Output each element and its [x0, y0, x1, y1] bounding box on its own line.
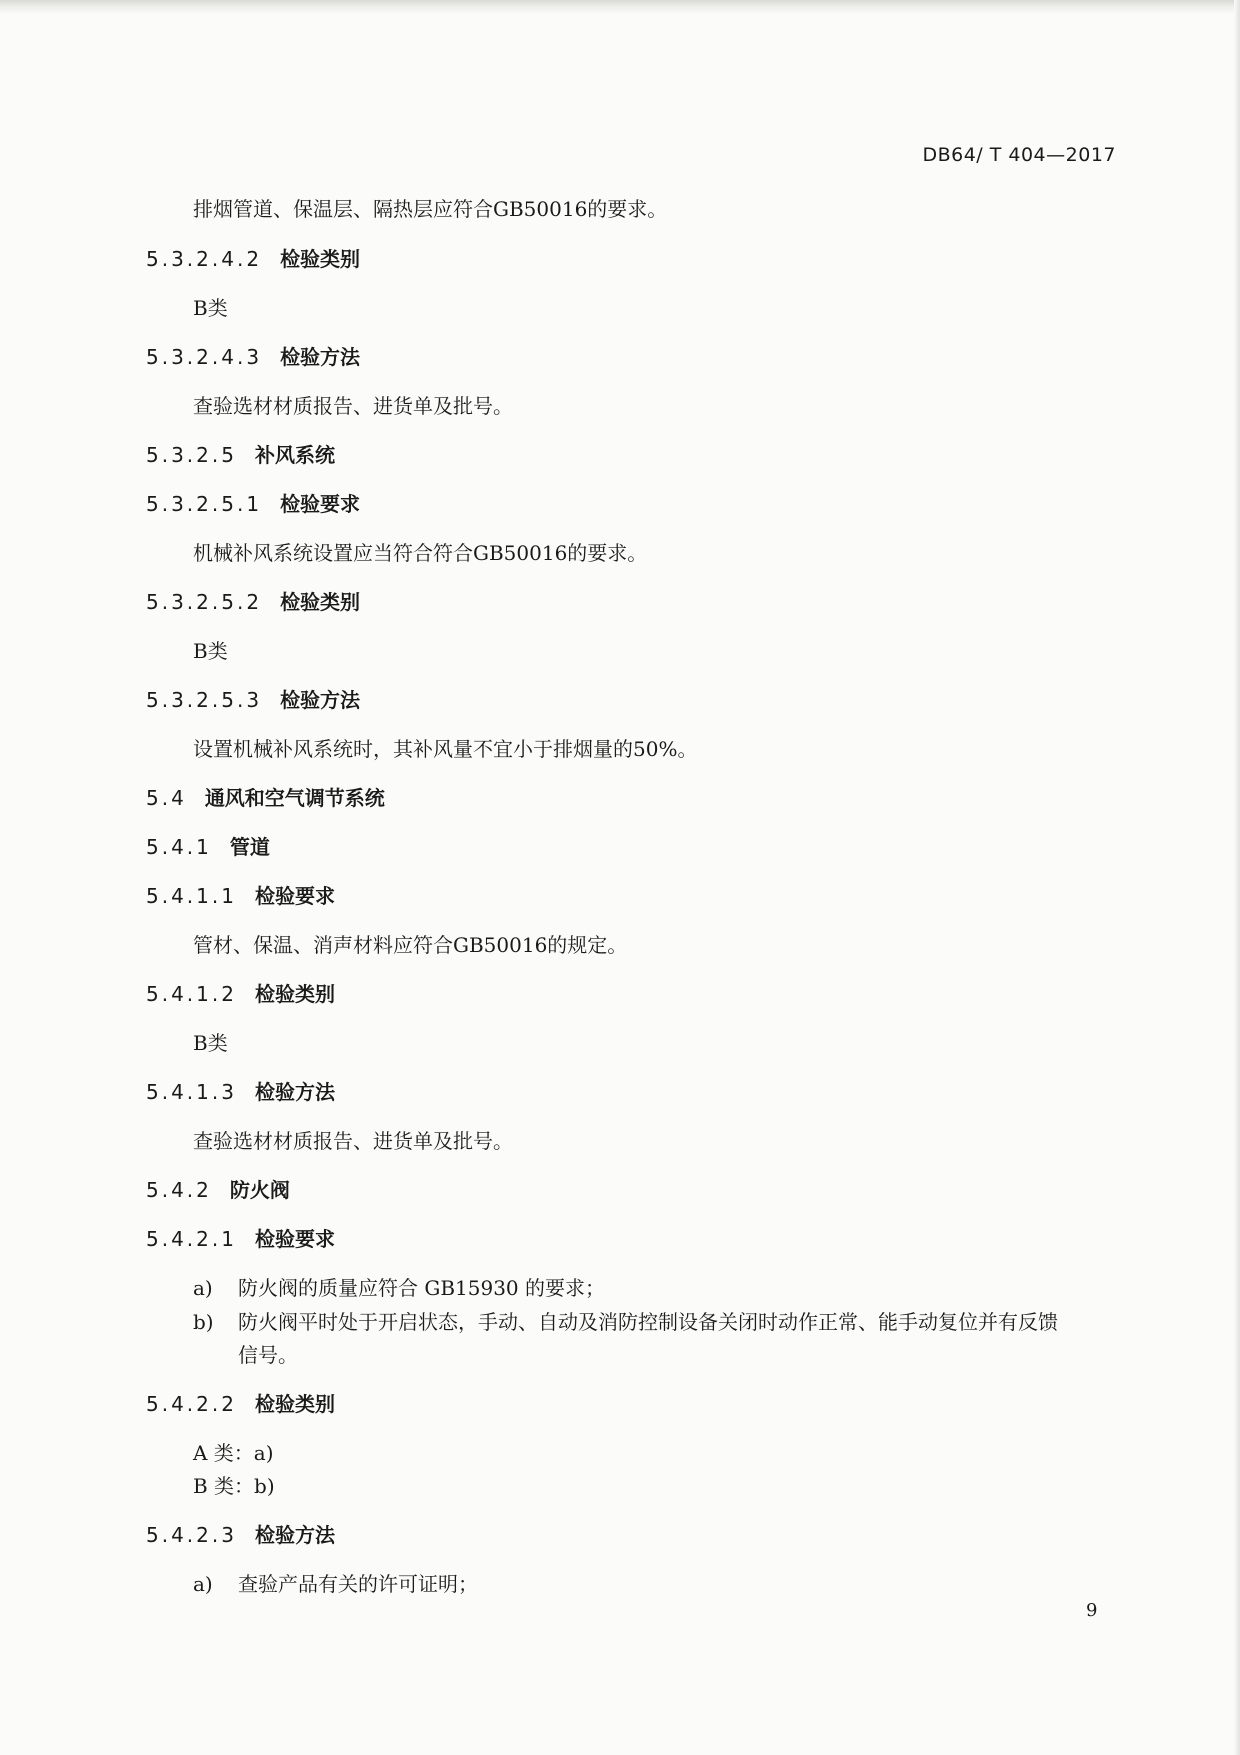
- section-heading: [146, 688, 360, 712]
- section-heading: [146, 590, 360, 614]
- body-text: 管材、保温、消声材料应符合GB50016的规定。: [193, 933, 628, 957]
- section-heading: [146, 443, 335, 467]
- body-text: 查验选材材质报告、进货单及批号。: [193, 394, 513, 418]
- body-text: 机械补风系统设置应当符合符合GB50016的要求。: [193, 541, 648, 565]
- section-title: 检验要求: [280, 492, 361, 516]
- list-marker: b): [193, 1310, 214, 1334]
- body-text: B类: [193, 1031, 228, 1055]
- document-id: DB64/ T 404—2017: [922, 144, 1116, 166]
- body-text: 排烟管道、保温层、隔热层应符合GB50016的要求。: [193, 197, 668, 221]
- section-title: 通风和空气调节系统: [204, 786, 385, 810]
- section-heading: [146, 247, 360, 271]
- body-text: 设置机械补风系统时，其补风量不宜小于排烟量的50%。: [193, 737, 698, 761]
- page-number: 9: [1086, 1600, 1098, 1621]
- list-item-text: 查验产品有关的许可证明；: [238, 1572, 478, 1596]
- section-title: 检验要求: [254, 1227, 335, 1251]
- section-heading: [146, 1178, 290, 1202]
- section-title: 检验方法: [254, 1080, 335, 1104]
- list-item: [193, 1572, 478, 1596]
- section-heading: [146, 1523, 335, 1547]
- section-heading: [146, 1080, 335, 1104]
- section-number: 5.3.2.5: [146, 443, 237, 467]
- section-number: 5.3.2.5.3: [146, 688, 263, 712]
- section-title: 检验方法: [280, 345, 361, 369]
- list-item: [193, 1310, 1058, 1334]
- section-number: 5.4.1.2: [146, 982, 237, 1006]
- list-item-text: 防火阀平时处于开启状态，手动、自动及消防控制设备关闭时动作正常、能手动复位并有反馈: [238, 1310, 1058, 1334]
- scan-edge-top: [0, 0, 1240, 14]
- section-title: 防火阀: [229, 1178, 290, 1202]
- section-number: 5.4.2.2: [146, 1392, 237, 1416]
- section-heading: [146, 1392, 335, 1416]
- section-number: 5.4.2.1: [146, 1227, 237, 1251]
- section-number: 5.4.2: [146, 1178, 212, 1202]
- body-text: 查验选材材质报告、进货单及批号。: [193, 1129, 513, 1153]
- body-text: B类: [193, 296, 228, 320]
- list-marker: a): [193, 1572, 213, 1596]
- list-item: [193, 1276, 605, 1300]
- section-number: 5.3.2.5.1: [146, 492, 263, 516]
- list-item-continuation: 信号。: [238, 1343, 298, 1367]
- list-marker: a): [193, 1276, 213, 1300]
- section-title: 检验方法: [254, 1523, 335, 1547]
- section-title: 检验方法: [280, 688, 361, 712]
- section-number: 5.3.2.4.2: [146, 247, 263, 271]
- section-title: 检验类别: [254, 1392, 335, 1416]
- section-number: 5.4.1.1: [146, 884, 237, 908]
- section-number: 5.4.2.3: [146, 1523, 237, 1547]
- section-title: 检验要求: [254, 884, 335, 908]
- section-title: 管道: [229, 835, 270, 859]
- body-text: B类: [193, 639, 228, 663]
- section-heading: [146, 835, 270, 859]
- section-heading: [146, 982, 335, 1006]
- section-title: 检验类别: [254, 982, 335, 1006]
- section-heading: [146, 345, 360, 369]
- section-number: 5.3.2.4.3: [146, 345, 263, 369]
- section-heading: [146, 786, 385, 810]
- category-line: A 类：a): [193, 1441, 274, 1465]
- section-number: 5.4: [146, 786, 187, 810]
- section-number: 5.4.1.3: [146, 1080, 237, 1104]
- list-item-text: 防火阀的质量应符合 GB15930 的要求；: [238, 1276, 606, 1300]
- section-number: 5.3.2.5.2: [146, 590, 263, 614]
- section-heading: [146, 1227, 335, 1251]
- section-title: 补风系统: [254, 443, 335, 467]
- category-line: B 类：b): [193, 1474, 275, 1498]
- section-heading: [146, 492, 360, 516]
- scan-edge-right: [1234, 0, 1240, 1755]
- section-title: 检验类别: [280, 590, 361, 614]
- section-heading: [146, 884, 335, 908]
- section-number: 5.4.1: [146, 835, 212, 859]
- section-title: 检验类别: [280, 247, 361, 271]
